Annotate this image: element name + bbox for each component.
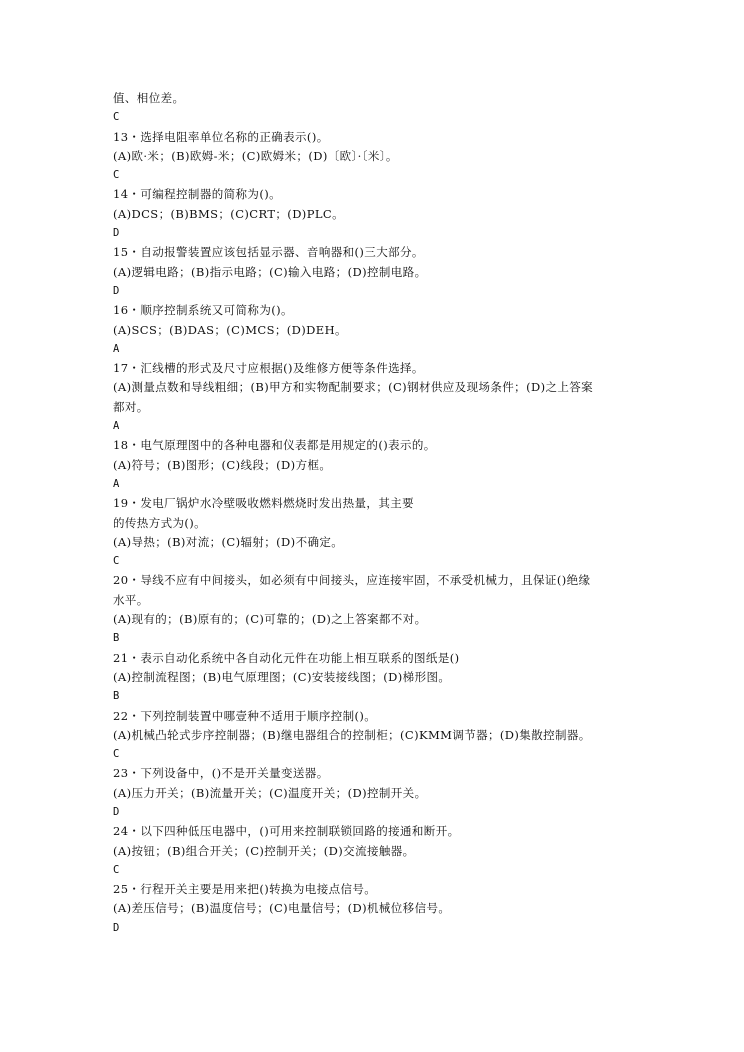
question-text: 21・表示自动化系统中各自动化元件在功能上相互联系的图纸是() (113, 650, 460, 665)
question-text: 19・发电厂锅炉水冷壁吸收燃料燃烧时发出热量，其主要 (113, 496, 415, 511)
question-text: 值、相位差。 (113, 91, 185, 105)
answer-key: C (113, 169, 120, 182)
answer-key: C (113, 863, 120, 876)
question-text: 24・以下四种低压电器中，()可用来控制联锁回路的接通和断开。 (113, 824, 460, 839)
answer-options: (A)符号；(B)图形；(C)线段；(D)方框。 (113, 457, 332, 472)
answer-key: C (113, 111, 120, 124)
answer-key: D (113, 921, 120, 934)
answer-options: (A)机械凸轮式步序控制器；(B)继电器组合的控制柜；(C)KMM调节器；(D)集散控制器。 (113, 727, 591, 742)
question-text: 23・下列设备中，()不是开关量变送器。 (113, 766, 329, 781)
answer-key: D (113, 284, 120, 297)
answer-options: (A)控制流程图；(B)电气原理图；(C)安装接线图；(D)梯形图。 (113, 669, 451, 684)
answer-options: 都对。 (113, 399, 149, 414)
question-text: 25・行程开关主要是用来把()转换为电接点信号。 (113, 882, 377, 897)
question-list (113, 89, 633, 938)
question-text: 的传热方式为()。 (113, 515, 207, 530)
answer-options: (A)差压信号；(B)温度信号；(C)电量信号；(D)机械位移信号。 (113, 901, 451, 916)
question-text: 22・下列控制装置中哪壹种不适用于顺序控制()。 (113, 708, 377, 723)
answer-key: B (113, 690, 120, 703)
answer-options: (A)逻辑电路；(B)指示电路；(C)输入电路；(D)控制电路。 (113, 264, 427, 279)
answer-options: (A)现有的；(B)原有的；(C)可靠的；(D)之上答案都不对。 (113, 612, 427, 627)
question-text: 14・可编程控制器的简称为()。 (113, 187, 282, 202)
question-text: 18・电气原理图中的各种电器和仪表都是用规定的()表示的。 (113, 438, 436, 453)
answer-key: D (113, 227, 120, 240)
answer-key: C (113, 555, 120, 568)
question-text: 17・汇线槽的形式及尺寸应根据()及维修方便等条件选择。 (113, 361, 424, 376)
question-text: 20・导线不应有中间接头，如必须有中间接头，应连接牢固，不承受机械力，且保证()绝缘 (113, 573, 591, 588)
question-text: 15・自动报警装置应该包括显示器、音响器和()三大部分。 (113, 245, 424, 260)
answer-options: (A)压力开关；(B)流量开关；(C)温度开关；(D)控制开关。 (113, 785, 427, 800)
answer-options: (A)测量点数和导线粗细；(B)甲方和实物配制要求；(C)钢材供应及现场条件；(D)之上答案 (113, 380, 594, 395)
question-text: 16・顺序控制系统又可简称为()。 (113, 303, 293, 318)
answer-key: A (113, 477, 120, 490)
question-text: 水平。 (113, 592, 149, 607)
answer-options: (A)欧·米；(B)欧姆-米；(C)欧姆米；(D)〔欧〕·〔米〕。 (113, 148, 398, 163)
answer-options: (A)导热；(B)对流；(C)辐射；(D)不确定。 (113, 534, 344, 549)
answer-key: B (113, 632, 120, 645)
answer-key: A (113, 342, 120, 355)
answer-key: C (113, 748, 120, 761)
answer-options: (A)按钮；(B)组合开关；(C)控制开关；(D)交流接触器。 (113, 843, 415, 858)
answer-options: (A)DCS；(B)BMS；(C)CRT；(D)PLC。 (113, 206, 344, 221)
answer-options: (A)SCS；(B)DAS；(C)MCS；(D)DEH。 (113, 322, 347, 337)
question-text: 13・选择电阻率单位名称的正确表示()。 (113, 129, 329, 144)
answer-key: D (113, 805, 120, 818)
answer-key: A (113, 420, 120, 433)
